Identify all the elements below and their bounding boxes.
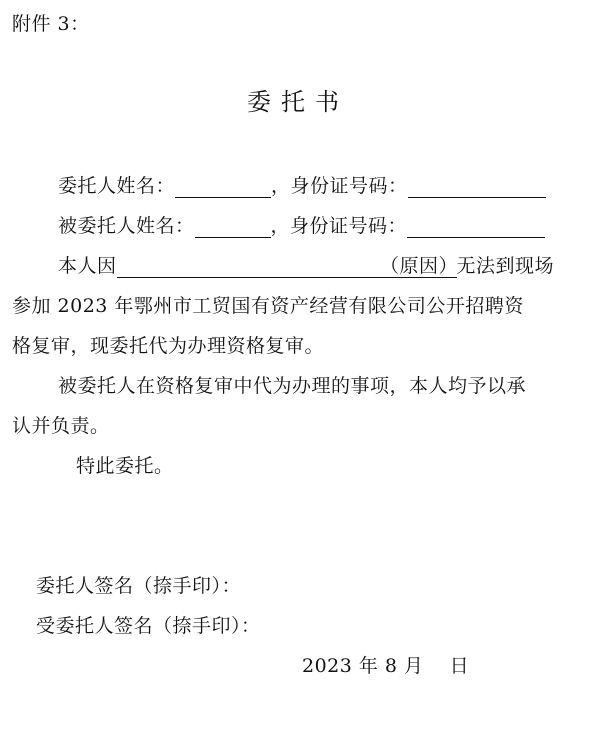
body-line-6: 被委托人在资格复审中代为办理的事项，本人均予以承 xyxy=(58,375,527,397)
reason-suffix: 无法到现场 xyxy=(456,255,555,277)
principal-id-label: ，身份证号码： xyxy=(271,175,408,197)
document-title: 委托书 xyxy=(247,88,349,116)
agent-name-label: 被委托人姓名： xyxy=(58,215,195,237)
reason-prefix: 本人因 xyxy=(58,255,117,277)
reason-label: （原因） xyxy=(380,255,459,277)
agent-id-label: ，身份证号码： xyxy=(270,215,408,237)
date-line: 2023 年 8 月 日 xyxy=(302,655,470,677)
body-line-4: 参加 2023 年鄂州市工贸国有资产经营有限公司公开招聘资 xyxy=(12,295,524,317)
principal-name-label: 委托人姓名： xyxy=(58,175,176,197)
principal-name-blank[interactable] xyxy=(175,177,271,198)
principal-info-row xyxy=(58,174,546,198)
agent-name-blank[interactable] xyxy=(195,217,271,238)
body-line-7: 认并负责。 xyxy=(12,415,110,437)
reason-row xyxy=(58,254,554,278)
principal-id-blank[interactable] xyxy=(408,177,546,198)
attachment-label: 附件 3： xyxy=(12,13,90,35)
agent-info-row xyxy=(58,214,545,238)
agent-id-blank[interactable] xyxy=(407,217,545,238)
principal-signature-label: 委托人签名（捺手印）： xyxy=(36,575,242,597)
agent-signature-label: 受委托人签名（捺手印）： xyxy=(36,615,261,637)
body-line-5: 格复审，现委托代为办理资格复审。 xyxy=(12,335,325,357)
closing-text: 特此委托。 xyxy=(76,455,174,477)
